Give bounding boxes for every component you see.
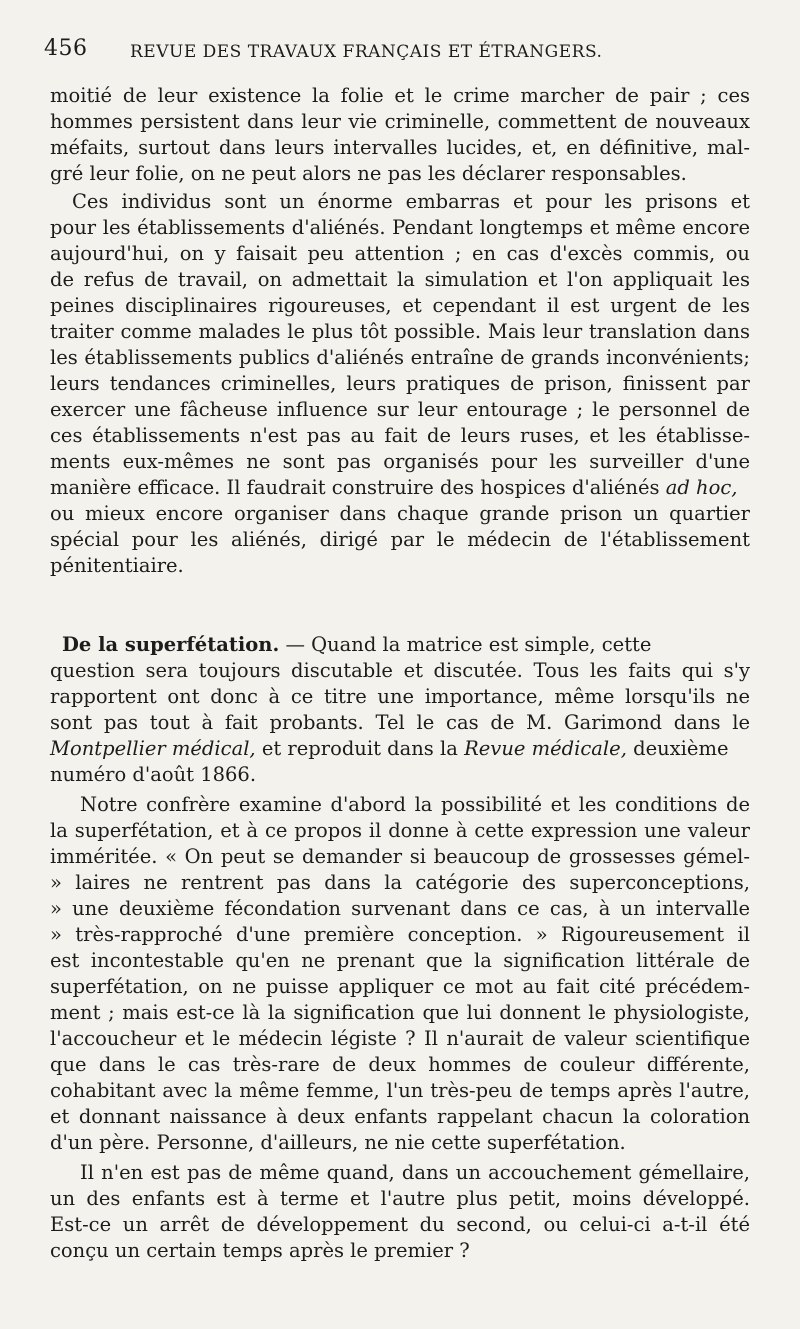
text-line: l'accoucheur et le médecin légiste ? Il n'aurait de valeur scientifique bbox=[50, 1027, 750, 1050]
text-line: peines disciplinaires rigoureuses, et cependant il est urgent de les bbox=[50, 294, 750, 317]
text-line: ment ; mais est-ce là la signification que lui donnent le physiologiste, bbox=[50, 1001, 750, 1024]
text-line: un des enfants est à terme et l'autre plus petit, moins développé. bbox=[50, 1187, 750, 1210]
page-header bbox=[44, 36, 704, 66]
text-line: spécial pour les aliénés, dirigé par le médecin de l'établissement bbox=[50, 528, 750, 551]
text-line bbox=[50, 475, 750, 501]
text-line: superfétation, on ne puisse appliquer ce mot au fait cité précédem- bbox=[50, 975, 750, 998]
section-heading-line bbox=[62, 632, 750, 658]
text-line: moitié de leur existence la folie et le crime marcher de pair ; ces bbox=[50, 84, 750, 107]
text-line: d'un père. Personne, d'ailleurs, ne nie cette superfétation. bbox=[50, 1131, 626, 1154]
text-line: traiter comme malades le plus tôt possible. Mais leur translation dans bbox=[50, 320, 750, 343]
text-line: Il n'en est pas de même quand, dans un accouchement gémellaire, bbox=[80, 1161, 750, 1184]
text-line: hommes persistent dans leur vie criminelle, commettent de nouveaux bbox=[50, 110, 750, 133]
text-line: numéro d'août 1866. bbox=[50, 763, 257, 786]
journal-name: Revue médicale, bbox=[464, 737, 627, 760]
journal-name: Montpellier médical, bbox=[50, 737, 256, 760]
text-line: Est-ce un arrêt de développement du second, ou celui-ci a-t-il été bbox=[50, 1213, 750, 1236]
text-line bbox=[50, 736, 750, 762]
page-number: 456 bbox=[44, 36, 88, 61]
text-line: que dans le cas très-rare de deux hommes de couleur différente, bbox=[50, 1053, 750, 1076]
text-line: pour les établissements d'aliénés. Pendant longtemps et même encore bbox=[50, 216, 750, 239]
text-line: cohabitant avec la même femme, l'un très-peu de temps après l'autre, bbox=[50, 1079, 750, 1102]
text-line: Notre confrère examine d'abord la possibilité et les conditions de bbox=[80, 793, 750, 816]
text-line: aujourd'hui, on y faisait peu attention ; en cas d'excès commis, ou bbox=[50, 242, 750, 265]
text-line: de refus de travail, on admettait la simulation et l'on appliquait les bbox=[50, 268, 750, 291]
text-line: » très-rapproché d'une première conception. » Rigoureusement il bbox=[50, 923, 750, 946]
text-line: méfaits, surtout dans leurs intervalles lucides, et, en définitive, mal- bbox=[50, 136, 750, 159]
text-line: » une deuxième fécondation survenant dans ce cas, à un intervalle bbox=[50, 897, 750, 920]
text-line: Ces individus sont un énorme embarras et pour les prisons et bbox=[72, 190, 750, 213]
text-line: sont pas tout à fait probants. Tel le cas de M. Garimond dans le bbox=[50, 711, 750, 734]
text-line: gré leur folie, on ne peut alors ne pas les déclarer responsables. bbox=[50, 162, 687, 185]
text-line: et donnant naissance à deux enfants rappelant chacun la coloration bbox=[50, 1105, 750, 1128]
text-line: est incontestable qu'en ne prenant que la signification littérale de bbox=[50, 949, 750, 972]
text-line: exercer une fâcheuse influence sur leur entourage ; le personnel de bbox=[50, 398, 750, 421]
latin-phrase: ad hoc, bbox=[665, 476, 738, 499]
text-line: ments eux-mêmes ne sont pas organisés pour les surveiller d'une bbox=[50, 450, 750, 473]
text-fragment: deuxième bbox=[633, 737, 729, 760]
text-fragment: — Quand la matrice est simple, cette bbox=[285, 633, 652, 656]
text-fragment: et reproduit dans la bbox=[261, 737, 458, 760]
text-line: les établissements publics d'aliénés entraîne de grands inconvénients; bbox=[50, 346, 750, 369]
text-fragment: manière efficace. Il faudrait construire des hospices d'aliénés bbox=[50, 476, 660, 499]
running-title: REVUE DES TRAVAUX FRANÇAIS ET ÉTRANGERS. bbox=[130, 42, 603, 62]
text-line: imméritée. « On peut se demander si beaucoup de grossesses gémel- bbox=[50, 845, 750, 868]
text-line: ces établissements n'est pas au fait de leurs ruses, et les établisse- bbox=[50, 424, 750, 447]
text-line: » laires ne rentrent pas dans la catégorie des superconceptions, bbox=[50, 871, 750, 894]
section-title: De la superfétation. bbox=[62, 633, 280, 656]
text-line: rapportent ont donc à ce titre une importance, même lorsqu'ils ne bbox=[50, 685, 750, 708]
text-line: question sera toujours discutable et discutée. Tous les faits qui s'y bbox=[50, 659, 750, 682]
text-line: conçu un certain temps après le premier ? bbox=[50, 1239, 470, 1262]
text-line: ou mieux encore organiser dans chaque grande prison un quartier bbox=[50, 502, 750, 525]
text-line: la superfétation, et à ce propos il donne à cette expression une valeur bbox=[50, 819, 750, 842]
text-line: leurs tendances criminelles, leurs pratiques de prison, finissent par bbox=[50, 372, 750, 395]
text-line: pénitentiaire. bbox=[50, 554, 184, 577]
